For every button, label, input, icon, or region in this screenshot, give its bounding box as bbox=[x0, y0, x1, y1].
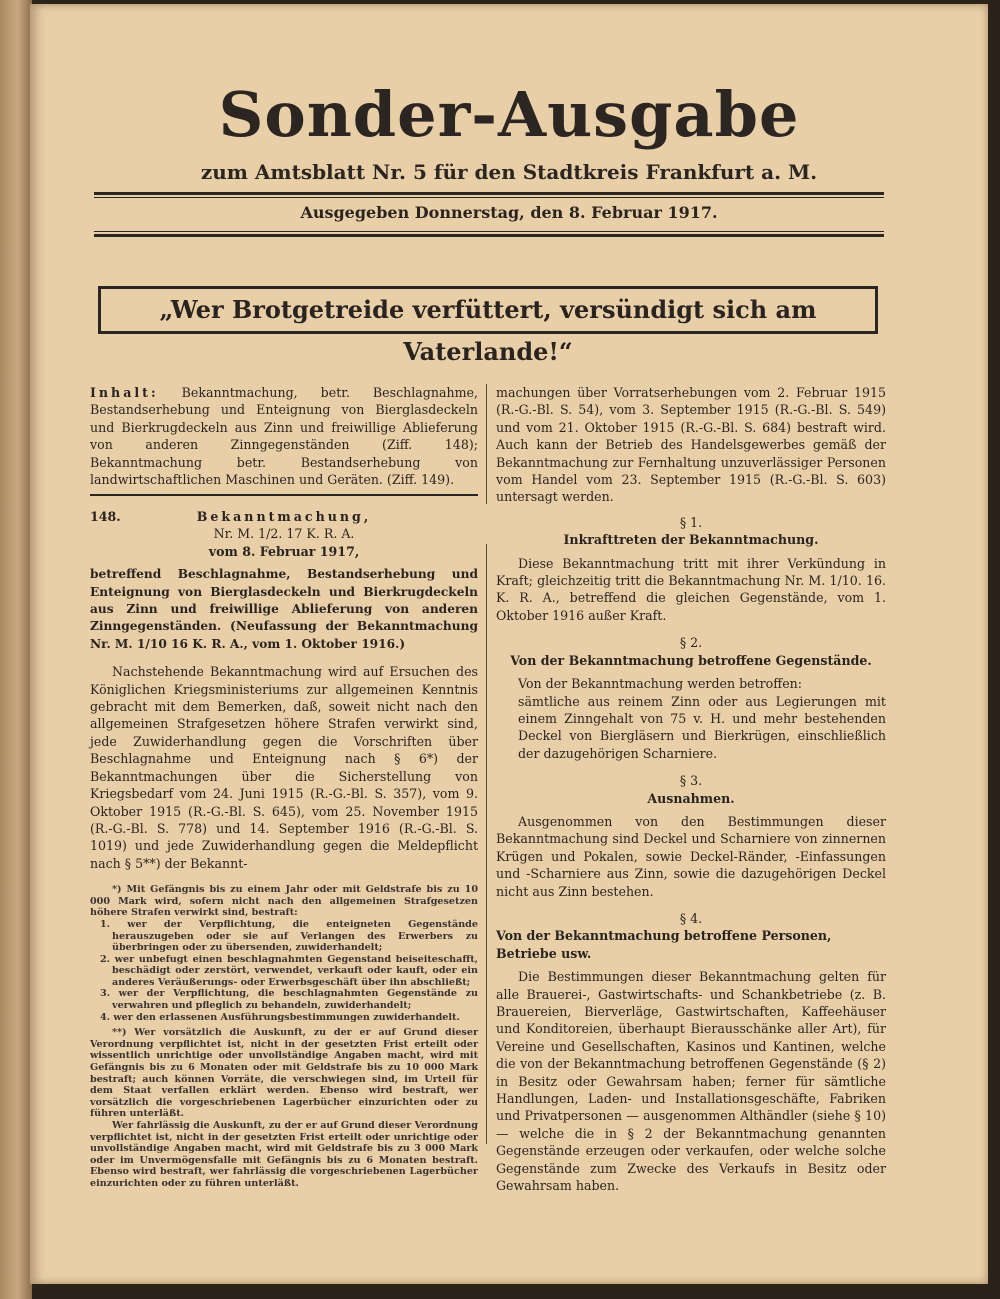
header-rule-top bbox=[94, 192, 884, 195]
notice-continuation: machungen über Vorratserhebungen vom 2. Februar 1915 (R.-G.-Bl. S. 54), vom 3. September 1915 (R.-G.-Bl. S. 549) und vom 21. Oktober 1915 (R.-G.-Bl. S. 684) bestraft wird. Auch kann der Betrieb des Handelsgewerbes gemäß der Bekanntmachung zur Fernhaltung unzuverlässiger Personen vom Handel vom 23. September 1915 (R.-G.-Bl. S. 603) untersagt werden. bbox=[496, 385, 886, 505]
section-4-number: § 4. bbox=[679, 910, 703, 926]
contents-divider bbox=[90, 494, 478, 496]
contents-text: Bekanntmachung, betr. Beschlagnahme, Bestandserhebung und Enteignung von Bierglasdeckeln und Bierkrugdeckeln aus Zinn und freiwillige Ablieferung von anderen Zinngegenständen (Ziff. 148); Bekanntmachung betr. Bestandserhebung von landwirtschaftlichen Maschinen und Geräten. (Ziff. 149). bbox=[90, 385, 478, 488]
header-rule-bottom-thin bbox=[94, 231, 884, 232]
document-title: Sonder-Ausgabe bbox=[218, 78, 800, 151]
section-4-text: Die Bestimmungen dieser Bekanntmachung gelten für alle Brauerei-, Gastwirtschafts- und Schankbetriebe (z. B. Brauereien, Bierverläge, Gastwirtschaften, Kaffeehäuser und Konditoreien, überhaupt Bierausschänke aller Art), für Vereine und Gesellschaften, Kasinos und Kantinen, welche die von der Bekanntmachung betroffenen Gegenstände (§ 2) in Besitz oder Gewahrsam haben; ferner für sämtliche Handlungen, Laden- und Installationsgeschäfte, Fabriken und Privatpersonen — ausgenommen Althändler (siehe § 10) — welche die in § 2 der Bekanntmachung genannten Gegenstände erzeugen oder verkaufen, oder welche solche Gegenstände zum Zwecke des Verkaufs in Besitz oder Gewahrsam haben. bbox=[496, 969, 886, 1194]
section-2-number: § 2. bbox=[679, 635, 703, 651]
footnote-1-item: 3. wer der Verpflichtung, die beschlagnahmten Gegenstände zu verwahren und pfleglich zu behandeln, zuwiderhandelt; bbox=[100, 988, 478, 1012]
section-3-number: § 3. bbox=[679, 773, 703, 789]
section-1-text: Diese Bekanntmachung tritt mit ihrer Verkündung in Kraft; gleichzeitig tritt die Bekanntmachung Nr. M. 1/10. 16. K. R. A., betreffend die gleichen Gegenstände, vom 1. Oktober 1916 außer Kraft. bbox=[496, 555, 886, 623]
footnote-1-item: 2. wer unbefugt einen beschlagnahmten Gegenstand beiseiteschafft, beschädigt oder zerstört, verwendet, verkauft oder kauft, oder ein anderes Veräußerungs- oder Erwerbsgeschäft über ihn abschließt; bbox=[100, 953, 478, 988]
contents-label: Inhalt: bbox=[90, 385, 159, 400]
footnote-3: Wer fahrlässig die Auskunft, zu der er auf Grund dieser Verordnung verpflichtet ist, nicht in der gesetzten Frist erteilt oder unrichtige oder unvollständige Angaben macht, wird mit Geldstrafe bis zu 3 000 Mark oder im Unvermögensfalle mit Gefängnis bis zu 6 Monaten bestraft. Ebenso wird bestraft, wer fahrlässig die vorgeschriebenen Lagerbücher einzurichten oder zu führen unterläßt. bbox=[90, 1120, 478, 1189]
footnote-1-intro: *) Mit Gefängnis bis zu einem Jahr oder mit Geldstrafe bis zu 10 000 Mark wird, sofern nicht nach den allgemeinen Strafgesetzen höhere Strafen verwirkt sind, bestraft: bbox=[90, 884, 478, 919]
notice-intro: Nachstehende Bekanntmachung wird auf Ersuchen des Königlichen Kriegsministeriums zur allgemeinen Kenntnis gebracht mit dem Bemerken, daß, soweit nicht nach den allgemeinen Strafgesetzen höhere Strafen verwirkt sind, jede Zuwiderhandlung gegen die Vorschriften über Beschlagnahme und Enteignung nach § 6*) der Bekanntmachungen über die Sicherstellung von Kriegsbedarf vom 24. Juni 1915 (R.-G.-Bl. S. 357), vom 9. Oktober 1915 (R.-G.-Bl. S. 645), vom 25. November 1915 (R.-G.-Bl. S. 778) und 14. September 1916 (R.-G.-Bl. S. 1019) und jede Zuwiderhandlung gegen die Meldepflicht nach § 5**) der Bekannt- bbox=[90, 664, 478, 871]
header-rule-bottom bbox=[94, 234, 884, 237]
document-subtitle: zum Amtsblatt Nr. 5 für den Stadtkreis Frankfurt a. M. bbox=[200, 160, 818, 184]
right-column bbox=[496, 384, 886, 1194]
notice-date: vom 8. Februar 1917, bbox=[208, 543, 360, 559]
footnote-1-item: 1. wer der Verpflichtung, die enteigneten Gegenstände herauszugeben oder sie auf Verlangen des Erwerbers zu überbringen oder zu übersenden, zuwiderhandelt; bbox=[100, 918, 478, 954]
section-1-number: § 1. bbox=[679, 514, 703, 530]
header-rule-top-thin bbox=[94, 197, 884, 198]
notice-subject: betreffend Beschlagnahme, Bestandserhebung und Enteignung von Bierglasdeckeln und Bierkrugdeckeln aus Zinn und freiwillige Ablieferung von anderen Zinngegenständen. (Neufassung der Bekanntmachung Nr. M. 1/10 16 K. R. A., vom 1. Oktober 1916.) bbox=[90, 567, 478, 651]
column-separator bbox=[486, 544, 487, 1144]
contents bbox=[90, 384, 478, 488]
section-2-title: Von der Bekanntmachung betroffene Gegenstände. bbox=[510, 652, 872, 668]
footnote-1-item: 4. wer den erlassenen Ausführungsbestimmungen zuwiderhandelt. bbox=[100, 1011, 460, 1023]
left-column bbox=[90, 384, 478, 488]
section-1-title: Inkrafttreten der Bekanntmachung. bbox=[563, 532, 819, 548]
section-3-title: Ausnahmen. bbox=[647, 790, 735, 806]
section-4-title: Von der Bekanntmachung betroffene Personen, Betriebe usw. bbox=[496, 928, 832, 961]
notice-number: 148. bbox=[90, 509, 121, 524]
section-2-text: sämtliche aus reinem Zinn oder aus Legierungen mit einem Zinngehalt von 75 v. H. und mehr bestehenden Deckel von Biergläsern und Bierkrügen, einschließlich der dazugehörigen Scharniere. bbox=[518, 693, 886, 761]
footnotes bbox=[90, 884, 478, 1189]
notice-column bbox=[90, 508, 478, 1190]
footnote-2: **) Wer vorsätzlich die Auskunft, zu der er auf Grund dieser Verordnung verpflichtet ist, nicht in der gesetzten Frist erteilt oder wissentlich unrichtige oder unvollständige Angaben macht, wird mit Gefängnis bis zu 6 Monaten oder mit Geldstrafe bis zu 10 000 Mark bestraft; auch können Vorräte, die verschwiegen sind, im Urteil für dem Staat verfallen erklärt werden. Ebenso wird bestraft, wer vorsätzlich die vorgeschriebenen Lagerbücher einzurichten oder zu führen unterläßt. bbox=[90, 1027, 478, 1120]
section-2-lead: Von der Bekanntmachung werden betroffen: bbox=[518, 676, 803, 692]
previous-page-edge bbox=[0, 0, 32, 1299]
section-3-text: Ausgenommen von den Bestimmungen dieser Bekanntmachung sind Deckel und Scharniere von zinnernen Krügen und Pokalen, sowie Deckel-Ränder, -Einfassungen und -Scharniere aus Zinn, sowie die dazugehörigen Deckel nicht aus Zinn bestehen. bbox=[496, 813, 886, 899]
notice-heading: Bekanntmachung, bbox=[196, 509, 372, 524]
document-page bbox=[30, 4, 988, 1284]
column-separator-top bbox=[486, 384, 487, 504]
issue-date: Ausgegeben Donnerstag, den 8. Februar 1917. bbox=[300, 203, 718, 222]
slogan-box: „Wer Brotgetreide verfüttert, versündigt sich am Vaterlande!“ bbox=[98, 286, 878, 334]
notice-reference: Nr. M. 1/2. 17 K. R. A. bbox=[213, 526, 355, 542]
